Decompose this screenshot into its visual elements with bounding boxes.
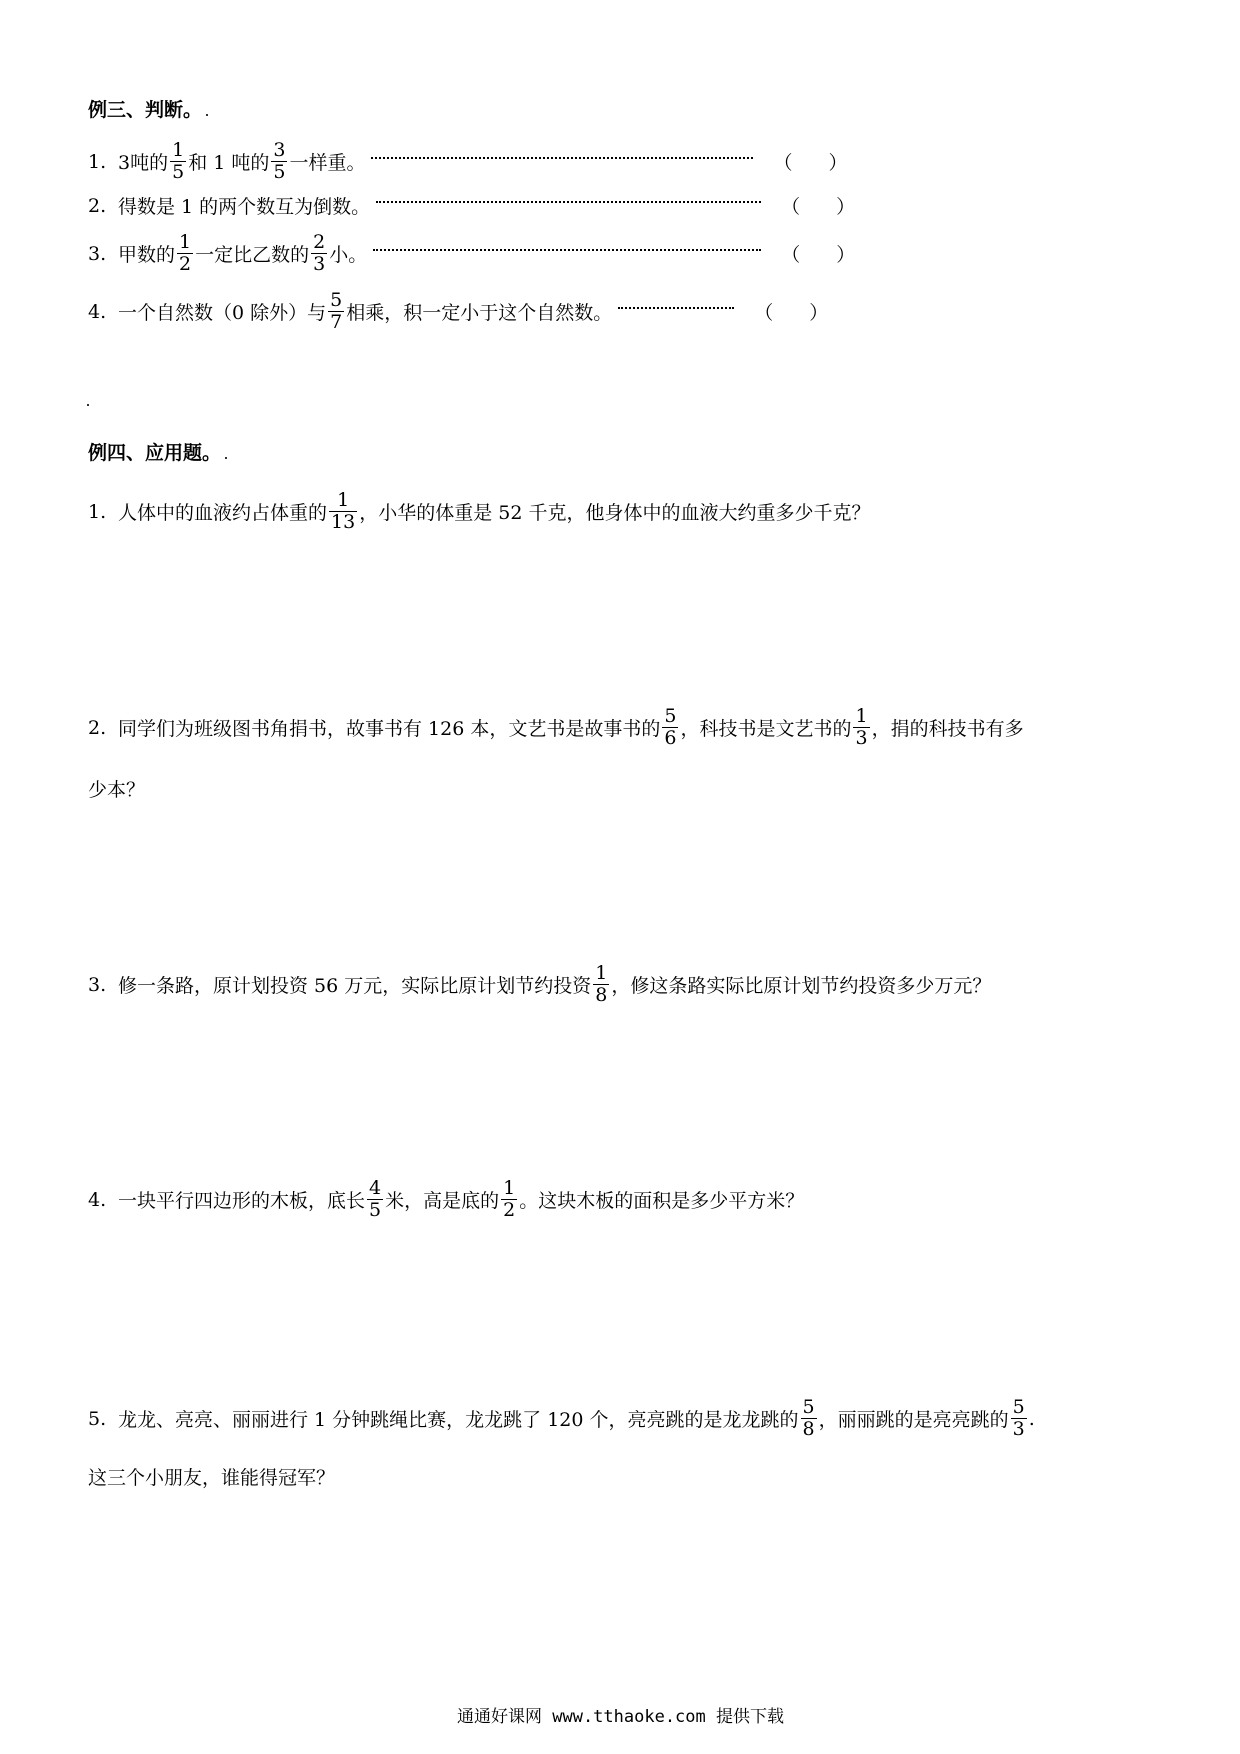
question-number: 5. <box>88 1407 107 1430</box>
word-problem-5-continued: 这三个小朋友，谁能得冠军？ <box>88 1467 336 1489</box>
dot-leader <box>618 307 734 309</box>
question-number: 3. <box>88 242 107 265</box>
answer-blank[interactable]: （ ） <box>754 302 829 324</box>
answer-blank[interactable]: （ ） <box>773 152 848 174</box>
question-number: 3. <box>88 973 107 996</box>
dot-leader <box>376 201 761 203</box>
word-problem-1: 1. 人体中的血液约占体重的 $\frac{1}{13}$ ，小华的体重是 52 千克，他身体中的血液大约重多少千克？ <box>88 489 871 533</box>
question-number: 4. <box>88 1188 107 1211</box>
question-number: 2. <box>88 194 107 217</box>
fraction: $\frac{5}{7}$ <box>330 289 343 333</box>
fraction: $\frac{3}{5}$ <box>273 139 286 183</box>
fraction: $\frac{5}{8}$ <box>802 1396 815 1440</box>
scan-mark <box>87 404 89 406</box>
answer-blank[interactable]: （ ） <box>781 196 856 218</box>
word-problem-2-continued: 少本？ <box>88 779 146 801</box>
question-number: 1. <box>88 500 107 523</box>
footer-source: 通通好课网 www.tthaoke.com 提供下载 <box>457 1707 784 1727</box>
judge-question-4: 4. 一个自然数（0 除外）与 $\frac{5}{7}$ 相乘，积一定小于这个自然数。 （ ） <box>88 289 829 333</box>
judge-question-3: 3. 甲数的 $\frac{1}{2}$ 一定比乙数的 $\frac{2}{3}$ 小。 （ ） <box>88 231 856 275</box>
dot-leader <box>373 249 761 251</box>
fraction: $\frac{5}{3}$ <box>1012 1396 1025 1440</box>
question-number: 1. <box>88 150 107 173</box>
section3-heading: 例三、判断。 <box>88 95 208 122</box>
fraction: $\frac{1}{13}$ <box>331 489 356 533</box>
fraction: $\frac{4}{5}$ <box>369 1177 382 1221</box>
judge-question-2: 2. 得数是 1 的两个数互为倒数。 （ ） <box>88 192 855 219</box>
fraction: $\frac{1}{8}$ <box>595 962 608 1006</box>
answer-blank[interactable]: （ ） <box>781 244 856 266</box>
question-number: 2. <box>88 716 107 739</box>
fraction: $\frac{1}{5}$ <box>172 139 185 183</box>
fraction: $\frac{1}{2}$ <box>503 1177 516 1221</box>
fraction: $\frac{1}{3}$ <box>855 705 868 749</box>
fraction: $\frac{1}{2}$ <box>179 231 192 275</box>
dot-leader <box>371 157 753 159</box>
word-problem-5: 5. 龙龙、亮亮、丽丽进行 1 分钟跳绳比赛，龙龙跳了 120 个，亮亮跳的是龙龙跳的 $\frac{5}{8}$ ，丽丽跳的是亮亮跳的 $\frac{5}{3}$ . <box>88 1396 1035 1440</box>
word-problem-2: 2. 同学们为班级图书角捐书，故事书有 126 本，文艺书是故事书的 $\frac{5}{6}$ ，科技书是文艺书的 $\frac{1}{3}$ ，捐的科技书有多 <box>88 705 1024 749</box>
judge-question-1: 1. 3吨的 $\frac{1}{5}$ 和 1 吨的 $\frac{3}{5}$ 一样重。 （ ） <box>88 139 848 183</box>
word-problem-3: 3. 修一条路，原计划投资 56 万元，实际比原计划节约投资 $\frac{1}{8}$ ，修这条路实际比原计划节约投资多少万元？ <box>88 962 992 1006</box>
section4-heading: 例四、应用题。 <box>88 438 227 465</box>
fraction: $\frac{2}{3}$ <box>313 231 326 275</box>
word-problem-4: 4. 一块平行四边形的木板，底长 $\frac{4}{5}$ 米，高是底的 $\frac{1}{2}$ 。这块木板的面积是多少平方米？ <box>88 1177 805 1221</box>
question-number: 4. <box>88 300 107 323</box>
fraction: $\frac{5}{6}$ <box>664 705 677 749</box>
